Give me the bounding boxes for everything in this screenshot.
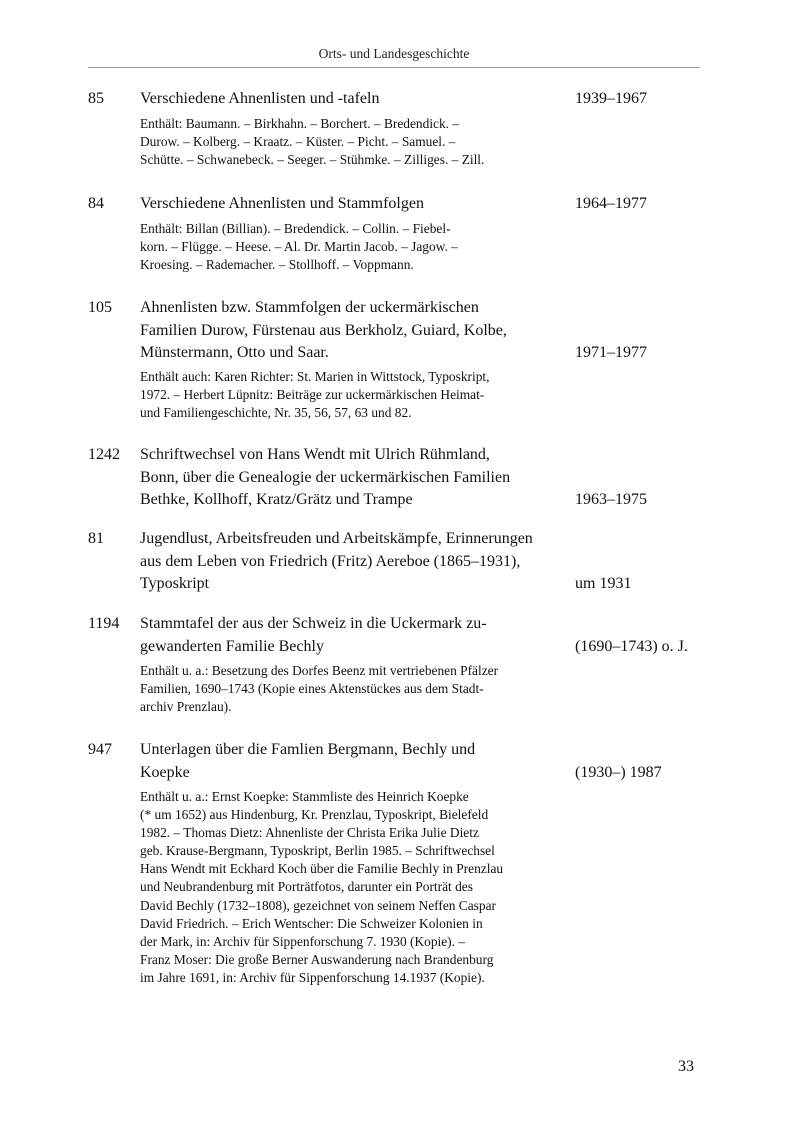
entry-description	[140, 662, 570, 716]
desc-line: Enthält u. a.: Ernst Koepke: Stammliste des Heinrich Koepke	[140, 789, 469, 804]
desc-line: David Bechly (1732–1808), gezeichnet von seinem Neffen Caspar	[140, 897, 496, 913]
entry-title-line: Stammtafel der aus der Schweiz in die Uckermark zu-	[140, 615, 487, 632]
entry-number: 1194	[88, 615, 120, 632]
entry-description	[140, 220, 570, 274]
header-rule	[88, 67, 700, 68]
entry-title-line: Typoskript	[140, 575, 210, 592]
desc-line: Enthält auch: Karen Richter: St. Marien in Wittstock, Typoskript,	[140, 369, 490, 384]
entry-title-line: Ahnenlisten bzw. Stammfolgen der uckermärkischen	[140, 299, 479, 316]
entry-number: 1242	[88, 446, 120, 463]
entry-date: (1930–) 1987	[575, 764, 662, 781]
entry-number: 105	[88, 299, 112, 316]
desc-line: Hans Wendt mit Eckhard Koch über die Familie Bechly in Prenzlau	[140, 861, 504, 877]
desc-line: korn. – Flügge. – Heese. – Al. Dr. Martin Jacob. – Jagow. –	[140, 239, 458, 255]
page-number: 33	[678, 1058, 694, 1075]
entry-description	[140, 788, 570, 987]
desc-line: Familien, 1690–1743 (Kopie eines Aktenstückes aus dem Stadt-	[140, 681, 484, 697]
entry-title-line: gewanderten Familie Bechly	[140, 637, 324, 655]
entry-description	[140, 368, 570, 422]
running-header: Orts- und Landesgeschichte	[318, 46, 470, 61]
desc-line: Kroesing. – Rademacher. – Stollhoff. – Voppmann.	[140, 257, 414, 273]
entry-date: 1964–1977	[575, 195, 647, 212]
desc-line: im Jahre 1691, in: Archiv für Sippenforschung 14.1937 (Kopie).	[140, 969, 485, 985]
entry-number: 85	[88, 90, 104, 107]
entry-title	[140, 297, 570, 365]
entry-date: 1971–1977	[575, 344, 647, 361]
entry-title-line: Schriftwechsel von Hans Wendt mit Ulrich Rühmland,	[140, 446, 490, 463]
desc-line: und Neubrandenburg mit Porträtfotos, darunter ein Porträt des	[140, 879, 473, 895]
entry-title	[140, 739, 570, 784]
desc-line: Franz Moser: Die große Berner Auswanderung nach Brandenburg	[140, 951, 494, 967]
desc-line: Schütte. – Schwanebeck. – Seeger. – Stühmke. – Zilliges. – Zill.	[140, 152, 485, 168]
desc-line: (* um 1652) aus Hindenburg, Kr. Prenzlau, Typoskript, Bielefeld	[140, 807, 489, 823]
desc-line: Enthält: Billan (Billian). – Bredendick. – Collin. – Fiebel-	[140, 221, 451, 236]
entry-number: 947	[88, 741, 112, 758]
entry-date: um 1931	[575, 575, 632, 592]
entry-date: 1963–1975	[575, 491, 647, 508]
entry-title	[140, 444, 570, 512]
entry-date: 1939–1967	[575, 90, 647, 107]
entry-title	[140, 88, 570, 111]
desc-line: David Friedrich. – Erich Wentscher: Die Schweizer Kolonien in	[140, 915, 483, 931]
desc-line: 1972. – Herbert Lüpnitz: Beiträge zur uckermärkischen Heimat-	[140, 387, 485, 403]
desc-line: und Familiengeschichte, Nr. 35, 56, 57, 63 und 82.	[140, 405, 412, 421]
desc-line: Enthält: Baumann. – Birkhahn. – Borchert. – Bredendick. –	[140, 116, 460, 131]
desc-line: Durow. – Kolberg. – Kraatz. – Küster. – Picht. – Samuel. –	[140, 134, 456, 150]
entry-title-line: Jugendlust, Arbeitsfreuden und Arbeitskämpfe, Erinnerungen	[140, 530, 533, 547]
entry-title-line: Verschiedene Ahnenlisten und -tafeln	[140, 90, 380, 107]
entry-title-line: Koepke	[140, 763, 190, 781]
entry-title	[140, 193, 570, 216]
entry-title	[140, 613, 570, 658]
entry-title-line: aus dem Leben von Friedrich (Fritz) Aereboe (1865–1931),	[140, 552, 521, 570]
entry-title	[140, 528, 570, 596]
entry-number: 84	[88, 195, 104, 212]
entry-title-line: Bonn, über die Genealogie der uckermärkischen Familien	[140, 468, 511, 486]
desc-line: Enthält u. a.: Besetzung des Dorfes Beenz mit vertriebenen Pfälzer	[140, 663, 499, 678]
entry-title-line: Unterlagen über die Famlien Bergmann, Bechly und	[140, 741, 476, 758]
entry-date: (1690–1743) o. J.	[575, 638, 688, 655]
desc-line: archiv Prenzlau).	[140, 699, 232, 715]
desc-line: der Mark, in: Archiv für Sippenforschung 7. 1930 (Kopie). –	[140, 933, 466, 949]
entry-title-line: Münstermann, Otto und Saar.	[140, 344, 329, 361]
entry-number: 81	[88, 530, 104, 547]
desc-line: 1982. – Thomas Dietz: Ahnenliste der Christa Erika Julie Dietz	[140, 825, 479, 841]
entry-title-line: Bethke, Kollhoff, Kratz/Grätz und Trampe	[140, 491, 413, 508]
entry-description	[140, 115, 570, 169]
entry-title-line: Verschiedene Ahnenlisten und Stammfolgen	[140, 195, 424, 212]
entry-title-line: Familien Durow, Fürstenau aus Berkholz, Guiard, Kolbe,	[140, 321, 507, 339]
desc-line: geb. Krause-Bergmann, Typoskript, Berlin 1985. – Schriftwechsel	[140, 843, 495, 859]
